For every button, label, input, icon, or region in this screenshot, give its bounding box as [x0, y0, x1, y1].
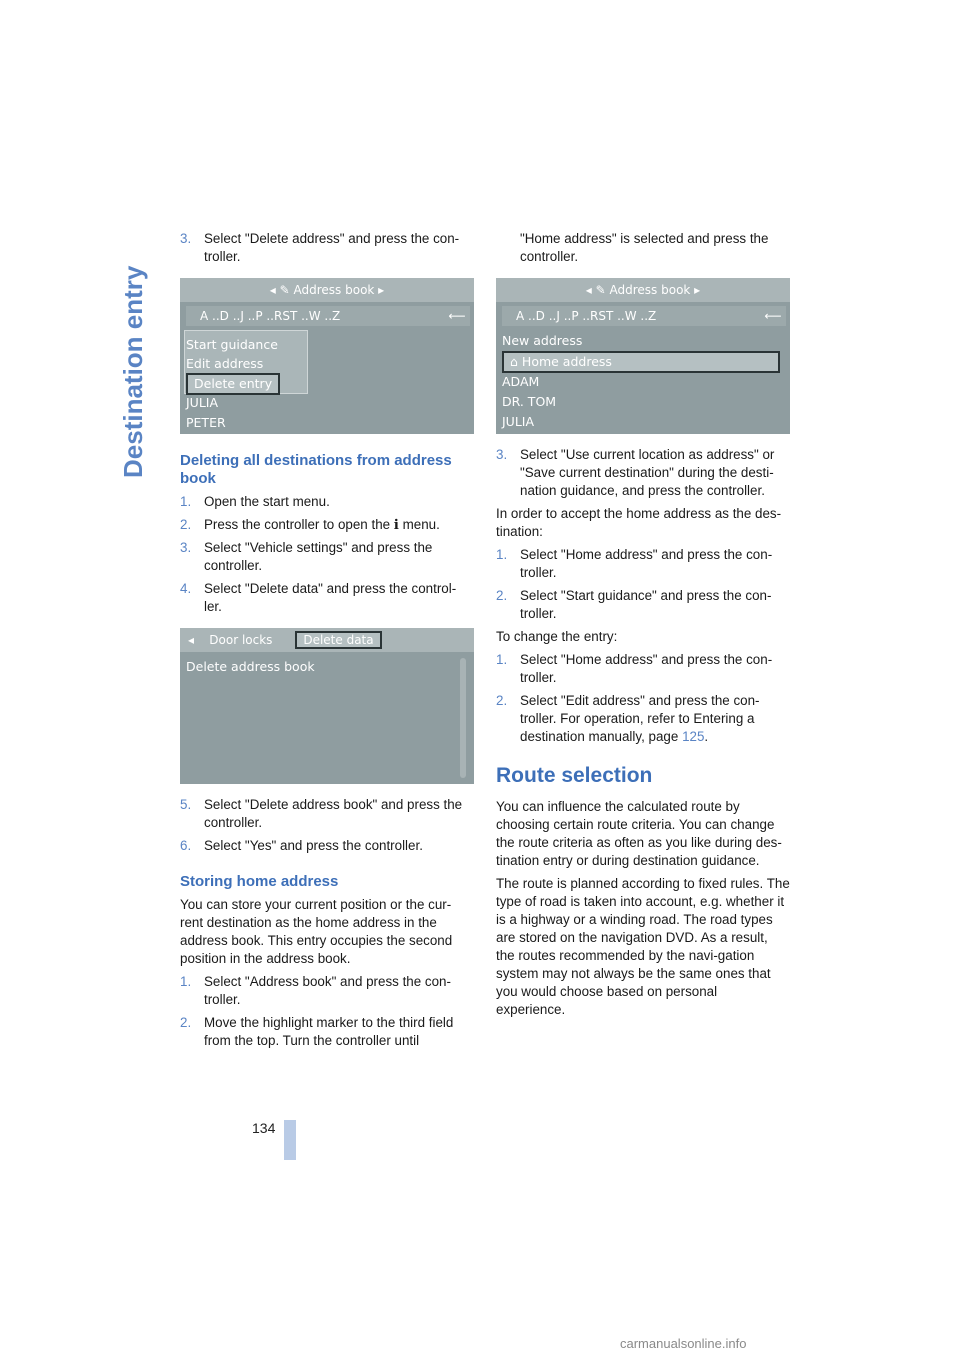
page-link[interactable]: 125: [682, 729, 705, 744]
scrollbar: [460, 658, 466, 778]
paragraph: The route is planned according to fixed rules. The type of road is taken into account, e.g. whether it is a highway or a winding road. The road types are stored on the navigation DVD. As a result, the routes recommended by the navi-gation system may not always be the same ones that you would choose based on personal experience.: [496, 876, 790, 1017]
address-name: JULIA: [186, 395, 219, 410]
step-item: 1. Select "Home address" and press the con-troller.: [496, 652, 773, 685]
heading-home-address: Storing home address: [180, 873, 339, 890]
step-continued: "Home address" is selected and press the controller.: [520, 231, 769, 264]
paragraph: You can store your current position or the cur-rent destination as the home address in the address book. This entry occupies the second position in the address book.: [180, 897, 453, 966]
step-item: 2. Select "Edit address" and press the con-troller. For operation, refer to Entering a destination manually, page 125.: [496, 693, 760, 744]
screenshot-delete-data: [180, 628, 474, 784]
right-column: [496, 230, 790, 1024]
step-item: 1. Select "Address book" and press the con-troller.: [180, 974, 451, 1007]
address-row-selected: ⌂ Home address: [502, 351, 780, 373]
screen-tab-bar: ◂ Door locks Delete data: [180, 628, 474, 652]
menu-item-selected: Delete entry: [186, 373, 280, 395]
heading-route-selection: Route selection: [496, 764, 653, 787]
alphabet-bar: A ..D ..J ..P ..RST ..W ..Z: [186, 306, 456, 326]
paragraph: In order to accept the home address as the des-tination:: [496, 506, 782, 539]
page-number: 134: [252, 1120, 276, 1136]
step-item: 2. Select "Start guidance" and press the con-troller.: [496, 588, 772, 621]
address-row: DR. TOM: [502, 394, 557, 409]
step-item: 6. Select "Yes" and press the controller.: [180, 838, 423, 853]
paragraph: You can influence the calculated route by choosing certain route criteria. You can change the route criteria as often as you like during des-tination entry or during destination guidance.: [496, 799, 782, 868]
menu-item: Start guidance: [186, 337, 278, 352]
step-item: 1. Select "Home address" and press the con-troller.: [496, 547, 773, 580]
address-row: JULIA: [502, 414, 535, 429]
heading-delete-all: Deleting all destinations from address book: [180, 452, 452, 487]
address-name: PETER: [186, 415, 226, 430]
step-item: 2. Press the controller to open the ℹ menu.: [180, 517, 440, 532]
step-item: 1. Open the start menu.: [180, 494, 330, 509]
alphabet-bar: A ..D ..J ..P ..RST ..W ..Z: [502, 306, 772, 326]
address-row: New address: [502, 333, 583, 348]
step-item: 3. Select "Use current location as address" or "Save current destination" during the desti-nation guidance, and press the controller.: [496, 447, 775, 498]
page-marker: [284, 1120, 296, 1160]
step-item: 2. Move the highlight marker to the third field from the top. Turn the controller until: [180, 1015, 454, 1048]
back-arrow-icon: ⟵: [444, 306, 470, 326]
screenshot-address-book-delete: [180, 278, 474, 434]
step-item: 4. Select "Delete data" and press the control-ler.: [180, 581, 457, 614]
screenshot-home-address: [496, 278, 790, 434]
step-item: 3. Select "Vehicle settings" and press the controller.: [180, 540, 433, 573]
menu-item: Edit address: [186, 356, 264, 371]
address-row: ADAM: [502, 374, 540, 389]
section-title: Destination entry: [118, 265, 148, 478]
back-arrow-icon: ⟵: [760, 306, 786, 326]
screen-title-bar: ◂ ✎ Address book ▸: [180, 278, 474, 302]
step-item: 3. Select "Delete address" and press the con-troller.: [180, 231, 460, 264]
menu-item: Delete address book: [186, 659, 315, 674]
screen-title-bar: ◂ ✎ Address book ▸: [496, 278, 790, 302]
left-column: [180, 230, 474, 1055]
paragraph: To change the entry:: [496, 629, 618, 644]
step-item: 5. Select "Delete address book" and press the controller.: [180, 797, 463, 830]
watermark: carmanualsonline.info: [620, 1336, 747, 1351]
